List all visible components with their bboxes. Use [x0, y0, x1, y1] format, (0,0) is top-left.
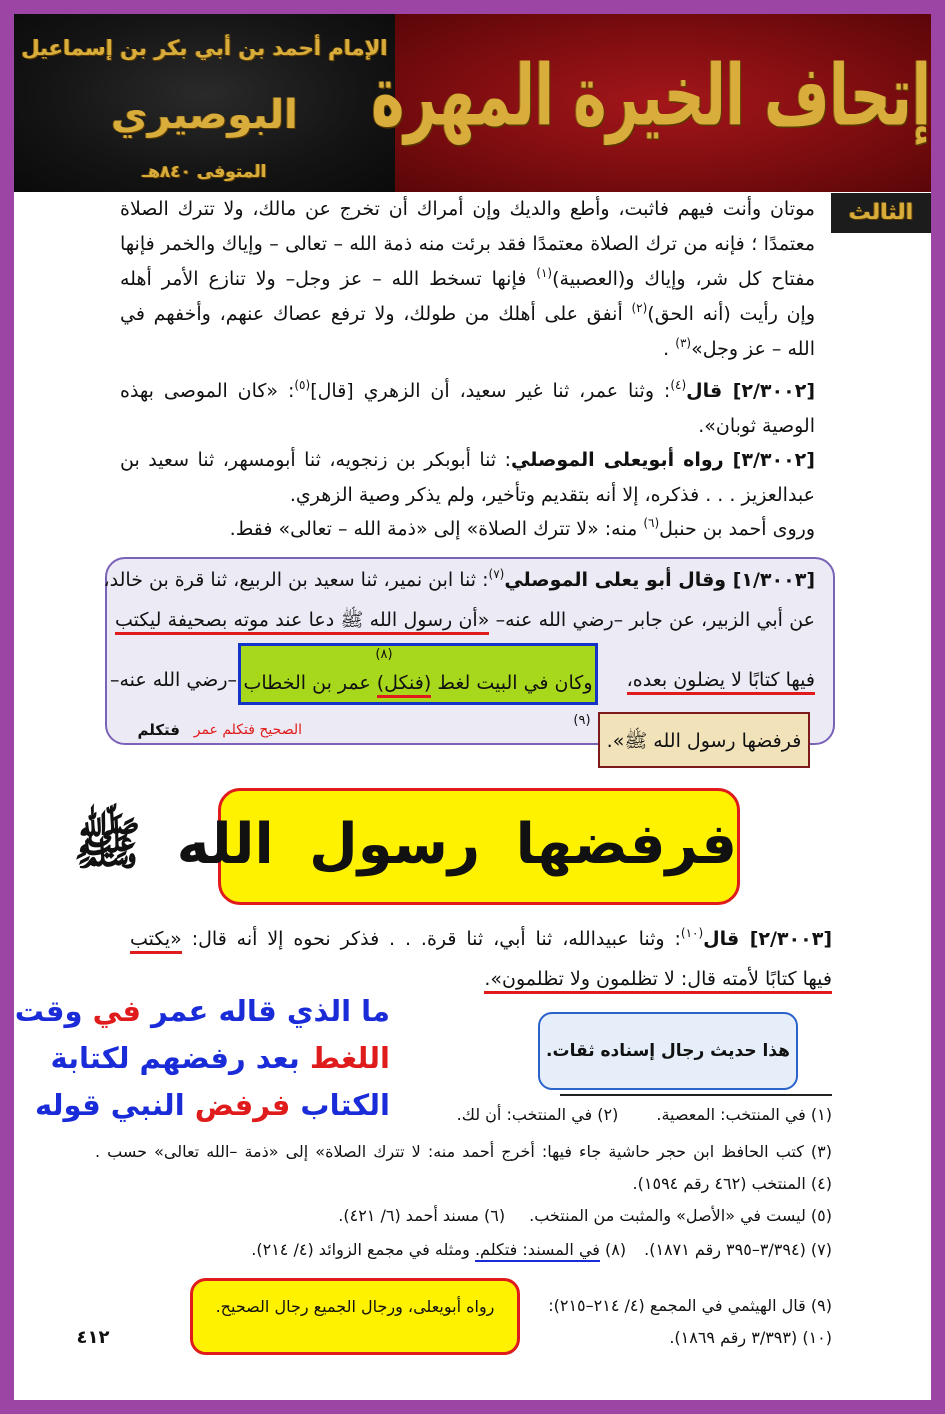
text-segment: عن أبي الزبير، عن جابر –رضي الله عنه–	[489, 609, 815, 631]
author-panel	[14, 14, 395, 192]
annotation-text: اللغط	[309, 1041, 390, 1075]
hadith-box-line-3-start	[605, 663, 815, 697]
footnote: (٢) في المنتخب: أن لك.	[456, 1105, 619, 1124]
footnote-ref: (٣)	[675, 336, 692, 350]
annotation-text: النبي قوله	[35, 1088, 195, 1122]
footnote-separator	[560, 1094, 832, 1096]
underlined-word: (فنكل)	[377, 672, 432, 698]
underlined-text: «يكتب	[130, 928, 182, 954]
text-segment: منه: «لا تترك الصلاة» إلى «ذمة الله – تعالى» فقط.	[229, 518, 644, 540]
footnote: ومثله في مجمع الزوائد (٤/ ٢١٤).	[251, 1240, 475, 1259]
highlighted-phrase-box	[238, 643, 598, 705]
hadith-box-line-3-end: –رضي الله عنه–	[109, 669, 237, 691]
annotation-text: وقت	[14, 994, 93, 1028]
text-segment: وروى أحمد بن حنبل	[659, 518, 815, 540]
para-1-line-3	[120, 262, 815, 296]
footnote-highlight-box: رواه أبويعلى، ورجال الجميع رجال الصحيح.	[190, 1278, 520, 1355]
annotation-text: فرفض	[194, 1088, 291, 1122]
footnote-ref: (٩)	[573, 713, 591, 728]
hadith-box-line-1	[103, 563, 815, 597]
footnote: (١) في المنتخب: المعصية.	[656, 1105, 832, 1124]
para-1-line-5	[120, 332, 815, 366]
footnote: (٧) (٣/٣٩٤–٣٩٥ رقم ١٨٧١).	[644, 1240, 832, 1259]
isnad-grading-box: هذا حديث رجال إسناده ثقات.	[538, 1012, 798, 1090]
footnote-ref: (٥)	[294, 378, 311, 392]
author-name: البوصيري	[111, 92, 298, 138]
footnote: (٥) ليست في «الأصل» والمثبت من المنتخب.	[529, 1206, 832, 1225]
text-segment: : ثنا أبوبكر بن زنجويه، ثنا أبومسهر، ثنا سعيد بن	[120, 449, 512, 471]
underlined-footnote: في المسند: فتكلم.	[475, 1240, 600, 1262]
hadith-reference: [٢/٣٠٠٣] قال	[703, 928, 833, 950]
footnote-line-6: (٩) قال الهيثمي في المجمع (٤/ ٢١٤–٢١٥):	[548, 1296, 832, 1315]
annotation-line-2	[50, 1035, 390, 1082]
footnote-line-7: (١٠) (٣/٣٩٣ رقم ١٨٦٩).	[669, 1328, 832, 1347]
text-segment: وكان في البيت لغط	[431, 672, 593, 694]
author-line: الإمام أحمد بن أبي بكر بن إسماعيل	[21, 36, 388, 60]
text-segment: الله – عز وجل»	[691, 338, 815, 360]
footnote: (٦) مسند أحمد (٦/ ٤٢١).	[338, 1206, 506, 1225]
para-4-line-1	[130, 922, 832, 956]
footnote-line-2: (٣) كتب الحافظ ابن حجر حاشية جاء فيها: أخرج أحمد منه: لا تترك الصلاة» إلى «ذمة –الله تعالى» حسب .	[95, 1142, 832, 1161]
book-title: إتحاف الخيرة المهرة	[371, 47, 931, 146]
footnote-ref: (١)	[536, 266, 553, 280]
text-segment: أنفق على أهلك من طولك، ولا ترفع عصاك عنهم، وأخفهم في	[120, 303, 632, 325]
title-panel	[371, 14, 931, 192]
hadith-box-line-2	[115, 603, 815, 637]
text-segment: : «كان الموصى بهذه	[120, 380, 295, 402]
para-2-line-2: الوصية ثوبان».	[698, 415, 815, 437]
underlined-text: «أن رسول الله ﷺ دعا عند موته بصحيفة ليكتب	[115, 609, 489, 635]
volume-label: الثالث	[831, 193, 931, 233]
footnote-ref: (١٠)	[680, 926, 704, 940]
para-3-line-2: عبدالعزيز . . . فذكره، إلا أنه بتقديم وتأخير، ولم يذكر وصية الزهري.	[289, 484, 815, 506]
para-1-line-2: معتمدًا ؛ فإنه من ترك الصلاة معتمدًا فقد برئت منه ذمة الله – تعالى – وإياك والخمر فإنها	[120, 233, 815, 255]
footnote-line-1	[95, 1099, 832, 1131]
underlined-text: فيها كتابًا لأمته قال: لا تظلمون ولا تظلمون».	[484, 968, 832, 994]
page-number: ٤١٢	[76, 1327, 110, 1348]
footnote-line-5	[95, 1234, 832, 1266]
text-segment: فإنها تسخط الله – عز وجل– ولا تنازع الأمر أهله	[120, 268, 537, 290]
footnote-ref: (٦)	[643, 516, 660, 530]
footnote-ref: (٤)	[670, 378, 687, 392]
text-segment: وإن رأيت (أنه الحق)	[647, 303, 816, 325]
footnote-ref: (٧)	[488, 567, 505, 581]
para-3-line-1	[120, 443, 815, 477]
hadith-reference: [٢/٣٠٠٢] قال	[686, 380, 816, 402]
author-death: المتوفى ٨٤٠هـ	[142, 162, 267, 182]
underlined-text: فيها كتابًا لا يضلون بعده،	[627, 669, 815, 695]
text-segment: : وثنا عبيدالله، ثنا أبي، ثنا قرة. . . فذكر نحوه إلا أنه قال:	[181, 928, 681, 950]
annotation-text: ما الذي قاله عمر	[140, 994, 390, 1028]
para-1-line-1: موتان وأنت فيهم فاثبت، وأطع والديك وإن أمراك أن تخرج عن مالك، ولا تترك الصلاة	[120, 198, 815, 220]
annotation-text: في	[92, 994, 141, 1028]
correction-note: الصحيح فتكلم عمر	[193, 722, 302, 738]
text-segment: .	[663, 338, 676, 360]
annotation-text: بعد رفضهم لكتابة	[50, 1041, 310, 1075]
rejection-phrase-box: فرفضها رسول الله ﷺ».	[598, 712, 810, 768]
footnote-ref: (٢)	[631, 301, 648, 315]
hadith-reference: [٣/٣٠٠٢] رواه أبويعلى الموصلي	[511, 449, 815, 471]
para-2-line-1	[120, 374, 815, 408]
footnote-line-3: (٤) المنتخب (٤٦٢ رقم ١٥٩٤).	[632, 1174, 832, 1193]
highlight-banner: فرفضها رسول الله ﷺ	[218, 788, 740, 905]
footnote-ref: (٨)	[375, 647, 393, 662]
text-segment: عمر بن الخطاب	[243, 672, 377, 694]
footnote: (٨)	[605, 1240, 627, 1259]
annotation-line-1	[14, 988, 390, 1035]
para-1-line-4	[120, 297, 815, 331]
text-segment: : ثنا ابن نمير، ثنا سعيد بن الربيع، ثنا قرة بن خالد،	[103, 569, 489, 591]
hadith-reference: [١/٣٠٠٣] وقال أبو يعلى الموصلي	[504, 569, 815, 591]
text-segment: : وثنا عمر، ثنا غير سعيد، أن الزهري [قال]	[310, 380, 671, 402]
correction-word: فتكلم	[137, 721, 180, 739]
para-3-line-3	[120, 512, 815, 546]
text-segment: مفتاح كل شر، وإياك و(العصبية)	[552, 268, 815, 290]
footnote-line-4	[95, 1200, 832, 1232]
annotation-text: الكتاب	[290, 1088, 390, 1122]
